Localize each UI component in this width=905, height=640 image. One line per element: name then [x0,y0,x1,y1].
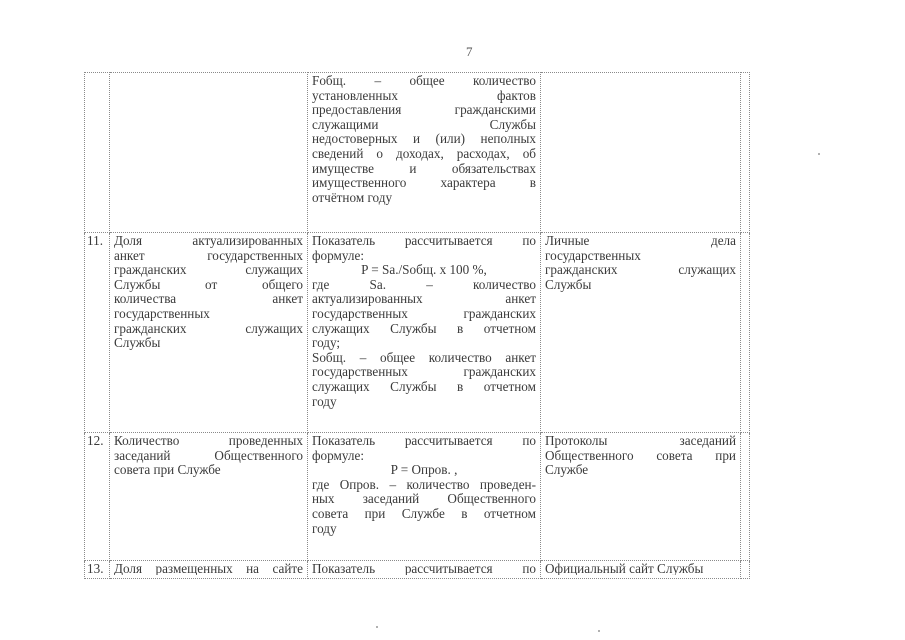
indicator-line: Доля размещенных на сайте [114,562,303,575]
method-line: служащими Службы [312,116,536,132]
indicator-cell [110,561,308,579]
table-row [85,233,750,433]
method-line: актуализированных анкет [312,291,536,307]
page-number: 7 [466,44,473,59]
scan-speck [598,630,600,632]
method-line: совета при Службе в отчетном [312,505,536,521]
source-line: государственных [545,247,641,263]
indicator-line: анкет государственных [114,247,303,263]
table-row [85,433,750,561]
method-line: Sобщ. – общее количество анкет [312,349,536,365]
source-line: Общественного совета при [545,447,736,463]
indicator-line: заседаний Общественного [114,447,303,463]
method-line: сведений о доходах, расходах, об [312,145,536,161]
method-cell [308,433,541,561]
method-line: служащих Службы в отчетном [312,320,536,336]
indicator-line: Количество проведенных [114,434,303,448]
row-number-cell: 11. [85,233,110,433]
row-number-cell [85,73,110,233]
table-row [85,561,750,579]
empty-cell [741,433,750,561]
method-line: формуле: [312,447,364,463]
row-number-cell: 13. [85,561,110,579]
source-line: Службе [545,462,589,478]
source-line: Официальный сайт Службы [545,562,704,575]
indicator-line: количества анкет [114,291,303,307]
method-line: государственных гражданских [312,364,536,380]
indicator-cell [110,233,308,433]
method-line: формуле: [312,247,364,263]
method-line: Показатель рассчитывается по [312,562,536,575]
method-line: Fобщ. – общее количество [312,74,536,88]
scan-speck [818,153,820,155]
method-line: отчётном году [312,189,393,205]
source-line: Службы [545,276,592,292]
empty-cell [741,561,750,579]
source-line: гражданских служащих [545,262,736,278]
row-number-cell: 12. [85,433,110,561]
method-line: где Sа. – количество [312,276,536,292]
table-row [85,73,750,233]
method-line: недостоверных и (или) неполных [312,131,536,147]
indicator-line: государственных [114,305,210,321]
method-line: имуществе и обязательствах [312,160,536,176]
method-line: году [312,520,337,536]
method-line: где Oпров. – количество проведен- [312,476,536,492]
method-line: имущественного характера в [312,175,536,191]
indicator-line: Доля актуализированных [114,234,303,248]
method-line: установленных фактов [312,87,536,103]
method-line: Показатель рассчитывается по [312,234,536,248]
empty-cell [741,73,750,233]
indicators-table [84,72,750,579]
indicator-cell [110,73,308,233]
scan-speck [376,626,378,628]
source-line: Личные дела [545,234,736,248]
method-line: предоставления гражданскими [312,102,536,118]
formula: P = Oпров. , [390,462,458,478]
indicator-cell [110,433,308,561]
indicator-line: совета при Службе [114,462,221,478]
source-line: Протоколы заседаний [545,434,736,448]
formula: P = Sа./Sобщ. х 100 %, [361,262,487,278]
method-line: служащих Службы в отчетном [312,378,536,394]
source-cell [541,433,741,561]
method-cell [308,561,541,579]
indicator-line: Службы [114,335,161,351]
method-cell [308,233,541,433]
indicator-line: гражданских служащих [114,320,303,336]
indicator-line: гражданских служащих [114,262,303,278]
method-line: ных заседаний Общественного [312,491,536,507]
method-line: Показатель рассчитывается по [312,434,536,448]
source-cell [541,561,741,579]
source-cell [541,73,741,233]
method-cell [308,73,541,233]
method-line: году; [312,335,341,351]
empty-cell [741,233,750,433]
method-line: государственных гражданских [312,305,536,321]
method-line: году [312,393,337,409]
indicator-line: Службы от общего [114,276,303,292]
source-cell [541,233,741,433]
